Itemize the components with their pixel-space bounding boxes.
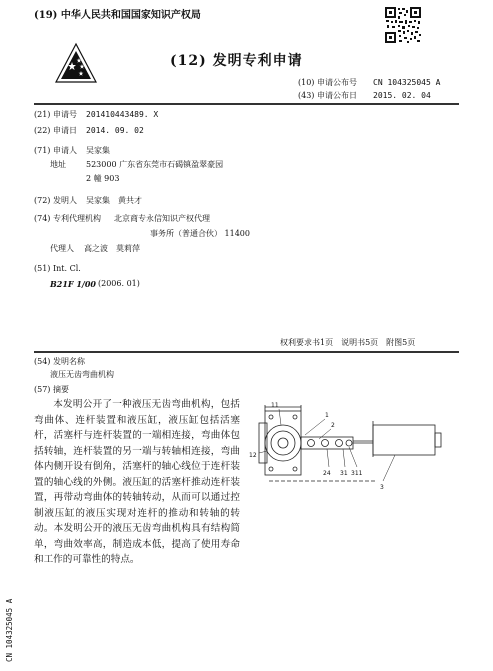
page-counts: 权利要求书1页 说明书5页 附图5页 (280, 338, 416, 347)
invention-title: 液压无齿弯曲机构 (50, 370, 114, 379)
address-line-2: 2 幢 903 (86, 174, 120, 183)
side-publication-number: CN 104325045 A (5, 598, 14, 662)
application-number: 201410443489. X (86, 110, 159, 119)
abstract-label: (57) 摘要 (34, 385, 69, 394)
figure-label: 31 (340, 470, 348, 477)
side-bracket (259, 423, 267, 463)
figure-label: 2 (331, 422, 335, 429)
title-label: (54) 发明名称 (34, 357, 85, 366)
agents: 高之波 莫莉萍 (84, 244, 140, 253)
filing-date-label: (22) 申请日 (34, 126, 77, 135)
address-label: 地址 (50, 160, 66, 169)
address-line-1: 523000 广东省东莞市石碣镇盈翠豪园 (86, 160, 224, 169)
figure-label: 12 (249, 452, 257, 459)
figure-label: 11 (271, 402, 279, 409)
mount-plate (265, 411, 301, 475)
header-divider (34, 103, 459, 105)
publication-date: 2015. 02. 04 (373, 91, 431, 100)
section-divider (34, 351, 459, 353)
agent-label: 代理人 (50, 244, 74, 253)
int-cl-label: (51) Int. Cl. (34, 264, 81, 273)
figure-label: 1 (325, 412, 329, 419)
publication-date-label: (43) 申请公布日 (298, 91, 357, 100)
figure-label: 311 (351, 470, 363, 477)
agency-label: (74) 专利代理机构 (34, 214, 101, 223)
int-cl-year: (2006. 01) (98, 279, 140, 288)
document-type: (12) 发明专利申请 (170, 53, 303, 69)
applicant: 吴家集 (86, 146, 110, 155)
inventors: 吴家集 黄共才 (86, 196, 142, 205)
figure-label: 3 (380, 484, 384, 491)
application-number-label: (21) 申请号 (34, 110, 77, 119)
office-name: (19) 中华人民共和国国家知识产权局 (34, 10, 201, 21)
inventor-label: (72) 发明人 (34, 196, 77, 205)
bending-body (265, 425, 301, 461)
applicant-label: (71) 申请人 (34, 146, 77, 155)
connecting-rod (301, 437, 353, 449)
figure-label: 24 (323, 470, 331, 477)
publication-number: CN 104325045 A (373, 78, 441, 87)
mechanism-figure (245, 395, 465, 505)
qr-code-icon (384, 6, 422, 44)
filing-date: 2014. 09. 02 (86, 126, 144, 135)
publication-number-label: (10) 申请公布号 (298, 78, 357, 87)
abstract-text: 本发明公开了一种液压无齿弯曲机构，包括弯曲体、连杆装置和液压缸，液压缸包括活塞杆，活塞杆与连杆装置的一端相连接，弯曲体包括转轴，连杆装置的另一端与转轴相连接，弯曲体内侧开设有倒角，活塞杆的轴心线位于连杆装置的轴心线的外侧。液压缸的活塞杆推动连杆装置，再带动弯曲体的转轴转动，从而可以通过控制液压缸的液压实现对连杆的推动和转轴的转动。本发明公开的液压无齿弯曲机构具有结构简单，弯曲效率高，制造成本低，提高了使用寿命和工作的可靠性的特点。 (34, 399, 240, 565)
agency-line-2: 事务所（普通合伙） 11400 (150, 229, 250, 238)
int-cl-code: B21F 1/00 (50, 279, 96, 289)
patent-office-emblem-icon (52, 42, 100, 84)
agency-line-1: 北京商专永信知识产权代理 (114, 214, 210, 223)
hydraulic-cylinder (373, 425, 435, 455)
